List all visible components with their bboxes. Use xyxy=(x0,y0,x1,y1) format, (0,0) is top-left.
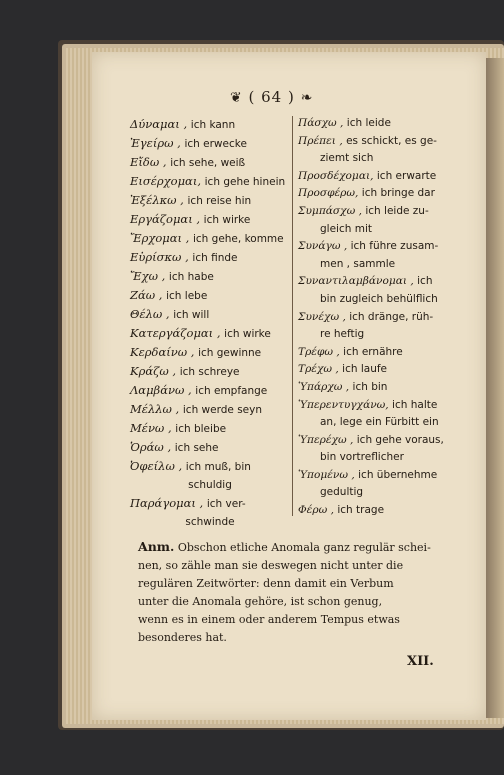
right-column xyxy=(298,115,450,520)
german-meaning-continuation: schwinde xyxy=(185,516,235,528)
greek-word: Μένω , xyxy=(130,421,172,435)
german-meaning-continuation: bin zugleich behülflich xyxy=(320,292,438,305)
vocab-entry xyxy=(298,432,450,467)
note-line: regulären Zeitwörter: denn damit ein Verbum xyxy=(138,577,394,590)
greek-word: Εισέρχομαι, xyxy=(130,174,201,188)
greek-word: Κατεργάζομαι , xyxy=(130,326,221,340)
german-meaning: ich reise hin xyxy=(187,195,252,207)
german-meaning: ich wirke xyxy=(224,328,271,340)
vocab-entry xyxy=(130,153,290,172)
greek-word: Πάσχω , xyxy=(298,117,344,129)
german-meaning: ich will xyxy=(173,309,210,321)
german-meaning: ich laufe xyxy=(342,363,388,376)
page-number: ( 64 ) xyxy=(248,88,295,106)
vocab-entry xyxy=(130,172,290,191)
greek-word: Ὁράω , xyxy=(130,440,172,454)
next-page-edge xyxy=(486,58,504,718)
greek-word: Συνέχω , xyxy=(298,310,346,323)
german-meaning: ich werde seyn xyxy=(182,404,262,416)
german-meaning: ich leide zu- xyxy=(365,204,429,217)
german-meaning-continuation: gedultig xyxy=(320,486,364,499)
german-meaning: ich sehe, weiß xyxy=(170,157,246,169)
vocab-entry xyxy=(130,248,290,267)
german-meaning: ich dränge, rüh- xyxy=(349,310,434,323)
german-meaning: ich leide xyxy=(346,117,391,129)
vocab-entry xyxy=(298,133,450,168)
note-line: Obschon etliche Anomala ganz regulär schei- xyxy=(177,541,431,554)
greek-word: Συναντιλαμβάνομαι , xyxy=(298,275,414,288)
vocab-entry xyxy=(298,344,450,362)
german-meaning: ich gehe, komme xyxy=(192,233,284,245)
german-meaning: ich bringe dar xyxy=(361,187,435,200)
greek-word: Ἐξέλκω , xyxy=(130,193,184,207)
vocab-entry xyxy=(298,185,450,203)
greek-word: Παράγομαι , xyxy=(130,496,204,510)
vocab-entry xyxy=(298,115,450,133)
vocab-entry xyxy=(298,309,450,344)
note-text xyxy=(138,541,431,644)
german-meaning: ich kann xyxy=(190,119,236,131)
vocab-entry xyxy=(130,457,290,494)
german-meaning: ich führe zusam- xyxy=(350,240,439,253)
vocab-entry xyxy=(130,494,290,531)
vocab-entry xyxy=(130,362,290,381)
german-meaning: es schickt, es ge- xyxy=(346,134,437,147)
greek-word: Φέρω , xyxy=(298,504,334,517)
greek-word: Εὑρίσκω , xyxy=(130,250,189,264)
german-meaning: ich ernähre xyxy=(343,345,403,358)
vocab-entry xyxy=(298,203,450,238)
vocab-entry xyxy=(130,229,290,248)
greek-word: Θέλω , xyxy=(130,307,170,321)
vocab-entry xyxy=(130,343,290,362)
german-meaning: ich halte xyxy=(392,398,438,411)
vocab-entry xyxy=(130,438,290,457)
note-line: besonderes hat. xyxy=(138,631,227,644)
greek-word: Ὀφείλω , xyxy=(130,459,183,473)
vocab-entry xyxy=(298,379,450,397)
german-meaning: ich bleibe xyxy=(175,423,227,435)
greek-word: Μέλλω , xyxy=(130,402,180,416)
german-meaning-continuation: re heftig xyxy=(320,328,365,341)
note-line: wenn es in einem oder anderem Tempus etwas xyxy=(138,613,400,626)
german-meaning-continuation: ziemt sich xyxy=(320,152,374,165)
note-lead: Anm. xyxy=(138,539,175,554)
german-meaning: ich finde xyxy=(192,252,238,264)
greek-word: Τρέφω , xyxy=(298,345,340,358)
catchword: XII. xyxy=(407,654,434,669)
vocab-entry xyxy=(130,419,290,438)
note-line: unter die Anomala gehöre, ist schon genug, xyxy=(138,595,383,608)
vocab-entry xyxy=(130,134,290,153)
greek-word: Λαμβάνω , xyxy=(130,383,192,397)
vocab-entry xyxy=(298,467,450,502)
vocab-entry xyxy=(130,286,290,305)
greek-word: Εργάζομαι , xyxy=(130,212,201,226)
vocab-entry xyxy=(298,168,450,186)
german-meaning: ich muß, bin xyxy=(185,461,251,473)
vocab-entry xyxy=(130,115,290,134)
greek-word: Εἴδω , xyxy=(130,155,167,169)
greek-word: Συμπάσχω , xyxy=(298,204,362,217)
greek-word: Προσφέρω, xyxy=(298,187,359,200)
german-meaning: ich erwarte xyxy=(376,169,437,182)
greek-word: Ἐγείρω , xyxy=(130,136,181,150)
german-meaning: ich sehe xyxy=(174,442,219,454)
german-meaning-continuation: bin vortreflicher xyxy=(320,451,404,464)
vocab-entry xyxy=(130,400,290,419)
german-meaning: ich übernehme xyxy=(358,468,438,481)
vocab-entry xyxy=(130,210,290,229)
german-meaning: ich schreye xyxy=(179,366,240,378)
german-meaning-continuation: an, lege ein Fürbitt ein xyxy=(320,416,439,429)
greek-word: Συνάγω , xyxy=(298,240,348,253)
greek-word: Ὑπερέχω , xyxy=(298,433,354,446)
greek-word: Ἔρχομαι , xyxy=(130,231,190,245)
greek-word: Πρέπει , xyxy=(298,134,343,147)
greek-word: Ὑπάρχω , xyxy=(298,380,350,393)
german-meaning-continuation: gleich mit xyxy=(320,222,372,235)
german-meaning: ich bin xyxy=(352,380,388,393)
greek-word: Δύναμαι , xyxy=(130,117,188,131)
greek-word: Ὑπομένω , xyxy=(298,468,355,481)
note-line: nen, so zähle man sie deswegen nicht unter die xyxy=(138,559,404,572)
german-meaning: ich erwecke xyxy=(184,138,247,150)
german-meaning: ich ver- xyxy=(206,498,246,510)
greek-word: Ὑπερεντυγχάνω, xyxy=(298,398,389,411)
vocab-entry xyxy=(298,273,450,308)
left-column xyxy=(130,115,290,531)
vocab-entry xyxy=(130,191,290,210)
german-meaning: ich xyxy=(417,275,433,288)
german-meaning: ich gehe voraus, xyxy=(356,433,444,446)
page-header xyxy=(230,88,390,110)
greek-word: Κράζω , xyxy=(130,364,177,378)
german-meaning: ich habe xyxy=(168,271,214,283)
vocab-entry xyxy=(298,238,450,273)
german-meaning-continuation: men , sammle xyxy=(320,257,396,270)
vocab-entry xyxy=(298,397,450,432)
greek-word: Τρέχω , xyxy=(298,363,339,376)
greek-word: Προσδέχομαι, xyxy=(298,169,374,182)
greek-word: Κερδαίνω , xyxy=(130,345,195,359)
german-meaning: ich trage xyxy=(337,504,385,517)
greek-word: Ἔχω , xyxy=(130,269,166,283)
vocab-entry xyxy=(298,502,450,520)
german-meaning: ich lebe xyxy=(166,290,208,302)
vocab-entry xyxy=(130,305,290,324)
german-meaning: ich wirke xyxy=(203,214,251,226)
left-ornament-icon: ❦ xyxy=(230,90,243,106)
vocab-entry xyxy=(130,324,290,343)
german-meaning-continuation: schuldig xyxy=(188,479,232,491)
german-meaning: ich empfange xyxy=(195,385,268,397)
vocab-entry xyxy=(298,361,450,379)
greek-word: Ζάω , xyxy=(130,288,163,302)
german-meaning: ich gehe hinein xyxy=(204,176,286,188)
annotation-note xyxy=(138,538,450,647)
german-meaning: ich gewinne xyxy=(198,347,262,359)
column-divider xyxy=(292,116,293,516)
vocab-entry xyxy=(130,381,290,400)
right-ornament-icon: ❧ xyxy=(300,90,314,106)
vocab-entry xyxy=(130,267,290,286)
